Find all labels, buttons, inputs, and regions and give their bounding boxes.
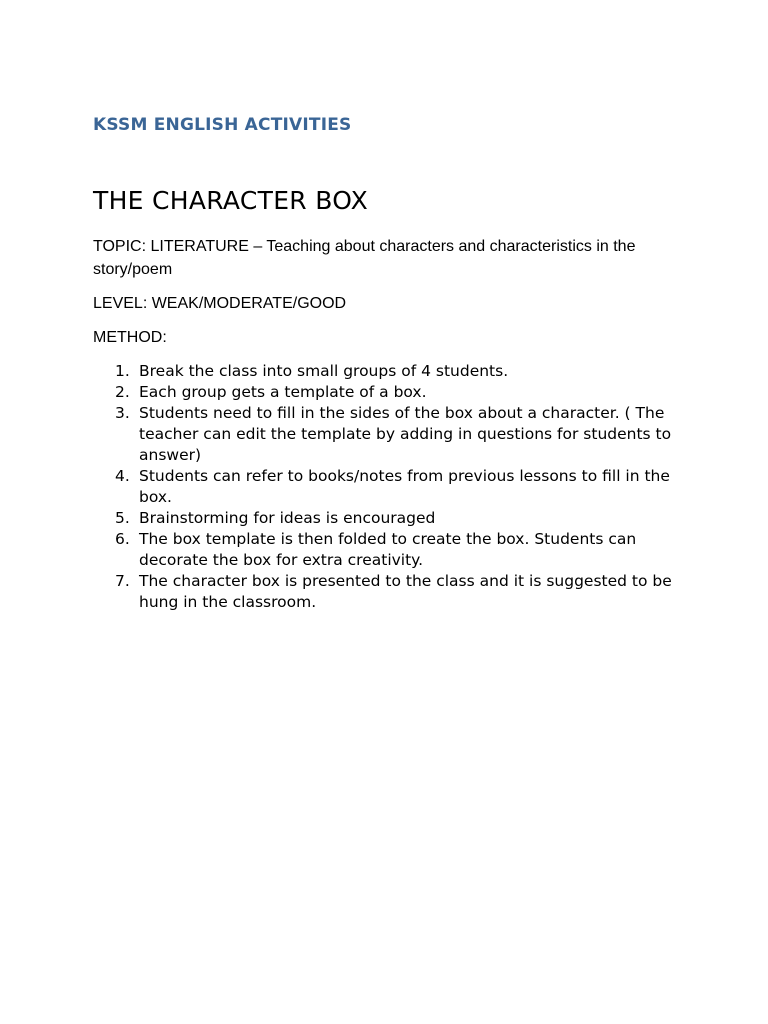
list-item-text: Students can refer to books/notes from previous lessons to fill in the box. xyxy=(139,467,670,506)
method-label: METHOD: xyxy=(93,329,167,346)
method-steps-list xyxy=(93,361,693,613)
list-item-number: 1. xyxy=(115,362,130,380)
list-item-number: 5. xyxy=(115,509,130,527)
list-item-number: 4. xyxy=(115,467,130,485)
list-item-text: Students need to fill in the sides of the box about a character. ( The teacher can edit the template by adding in questions for students to answer) xyxy=(139,404,672,464)
list-item-number: 2. xyxy=(115,383,130,401)
list-item xyxy=(93,361,693,382)
list-item-number: 7. xyxy=(115,572,130,590)
list-item xyxy=(93,529,693,571)
list-item xyxy=(93,571,693,613)
level-paragraph: LEVEL: WEAK/MODERATE/GOOD xyxy=(93,295,347,312)
list-item-text: Break the class into small groups of 4 students. xyxy=(139,362,509,380)
document-title: THE CHARACTER BOX xyxy=(93,186,369,215)
list-item-number: 6. xyxy=(115,530,130,548)
list-item xyxy=(93,508,693,529)
document-subheading: KSSM ENGLISH ACTIVITIES xyxy=(93,115,352,135)
list-item xyxy=(93,466,693,508)
topic-paragraph: TOPIC: LITERATURE – Teaching about characters and characteristics in the story/poem xyxy=(93,238,636,278)
list-item-number: 3. xyxy=(115,404,130,422)
list-item-text: The box template is then folded to create the box. Students can decorate the box for extra creativity. xyxy=(139,530,637,569)
list-item-text: The character box is presented to the class and it is suggested to be hung in the classroom. xyxy=(139,572,672,611)
list-item xyxy=(93,382,693,403)
list-item-text: Brainstorming for ideas is encouraged xyxy=(139,509,436,527)
list-item-text: Each group gets a template of a box. xyxy=(139,383,427,401)
list-item xyxy=(93,403,693,466)
